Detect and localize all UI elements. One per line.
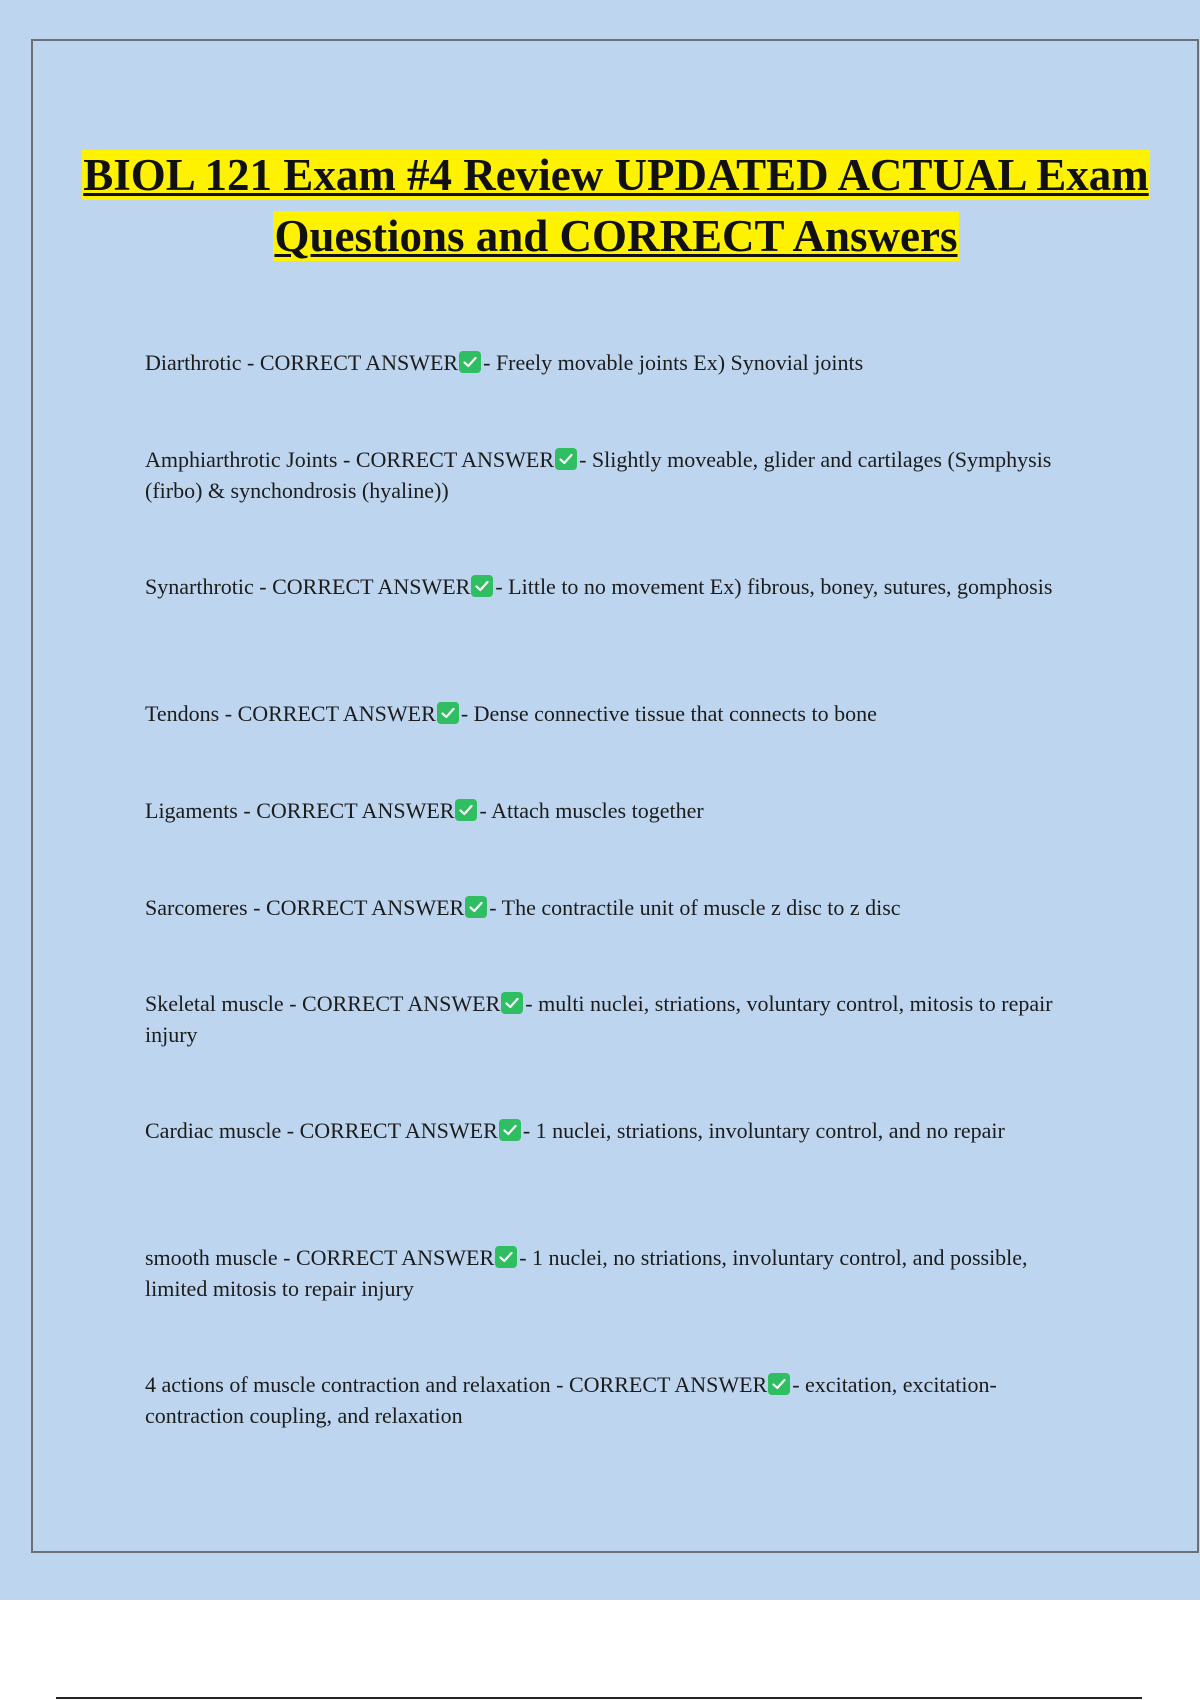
qa-definition: Little to no movement Ex) fibrous, boney, sutures, gomphosis bbox=[508, 574, 1053, 599]
footer-divider bbox=[56, 1697, 1142, 1699]
qa-item: Ligaments - CORRECT ANSWER - Attach muscles together bbox=[145, 798, 704, 823]
answer-tag: CORRECT ANSWER bbox=[265, 895, 465, 920]
qa-definition: Attach muscles together bbox=[491, 798, 704, 823]
check-mark-icon bbox=[501, 992, 523, 1014]
qa-term: smooth muscle bbox=[145, 1245, 278, 1270]
qa-term: Cardiac muscle bbox=[145, 1118, 282, 1143]
qa-definition: Dense connective tissue that connects to bone bbox=[473, 701, 877, 726]
answer-tag: CORRECT ANSWER bbox=[256, 798, 455, 823]
qa-term: Sarcomeres bbox=[145, 895, 248, 920]
qa-definition: excitation, excitation-contraction coupling, and relaxation bbox=[145, 1372, 997, 1428]
answer-tag: CORRECT ANSWER bbox=[299, 1118, 498, 1143]
check-mark-icon bbox=[455, 799, 477, 821]
answer-tag: CORRECT ANSWER bbox=[272, 574, 471, 599]
qa-definition: Freely movable joints Ex) Synovial joints bbox=[495, 350, 864, 375]
qa-term: Skeletal muscle bbox=[145, 991, 284, 1016]
answer-tag: CORRECT ANSWER bbox=[355, 447, 555, 472]
check-mark-icon bbox=[459, 351, 481, 373]
qa-item: Amphiarthrotic Joints - CORRECT ANSWER - Slightly moveable, glider and cartilages (Symphysis (firbo) & synchondrosis (hyaline)) bbox=[145, 447, 1052, 503]
check-mark-icon bbox=[437, 702, 459, 724]
qa-item: Skeletal muscle - CORRECT ANSWER - multi nuclei, striations, voluntary control, mitosis to repair injury bbox=[145, 991, 1053, 1047]
document-title-text: BIOL 121 Exam #4 Review UPDATED ACTUAL Exam Questions and CORRECT Answers bbox=[83, 150, 1149, 261]
qa-term: Amphiarthrotic Joints bbox=[145, 447, 338, 472]
qa-term: Tendons bbox=[145, 701, 220, 726]
qa-definition: The contractile unit of muscle z disc to z disc bbox=[501, 895, 901, 920]
qa-definition: multi nuclei, striations, voluntary control, mitosis to repair injury bbox=[145, 991, 1053, 1047]
check-mark-icon bbox=[465, 896, 487, 918]
qa-term: 4 actions of muscle contraction and relaxation bbox=[145, 1372, 551, 1397]
answer-tag: CORRECT ANSWER bbox=[237, 701, 436, 726]
answer-tag: CORRECT ANSWER bbox=[295, 1245, 495, 1270]
qa-term: Ligaments bbox=[145, 798, 238, 823]
document-title bbox=[60, 145, 1172, 267]
qa-term: Diarthrotic bbox=[145, 350, 242, 375]
qa-item: smooth muscle - CORRECT ANSWER - 1 nuclei, no striations, involuntary control, and possible, limited mitosis to repair injury bbox=[145, 1245, 1028, 1301]
qa-item: Cardiac muscle - CORRECT ANSWER - 1 nuclei, striations, involuntary control, and no repair bbox=[145, 1118, 1005, 1143]
check-mark-icon bbox=[555, 448, 577, 470]
qa-definition: 1 nuclei, striations, involuntary control, and no repair bbox=[535, 1118, 1005, 1143]
qa-item: Synarthrotic - CORRECT ANSWER - Little to no movement Ex) fibrous, boney, sutures, gomphosis bbox=[145, 574, 1053, 599]
qa-definition: 1 nuclei, no striations, involuntary control, and possible, limited mitosis to repair injury bbox=[145, 1245, 1028, 1301]
check-mark-icon bbox=[499, 1119, 521, 1141]
qa-item: Sarcomeres - CORRECT ANSWER - The contractile unit of muscle z disc to z disc bbox=[145, 895, 901, 920]
qa-term: Synarthrotic bbox=[145, 574, 254, 599]
answer-tag: CORRECT ANSWER bbox=[302, 991, 501, 1016]
answer-tag: CORRECT ANSWER bbox=[568, 1372, 768, 1397]
check-mark-icon bbox=[768, 1373, 790, 1395]
check-mark-icon bbox=[495, 1246, 517, 1268]
qa-item: Tendons - CORRECT ANSWER - Dense connective tissue that connects to bone bbox=[145, 701, 877, 726]
qa-definition: Slightly moveable, glider and cartilages (Symphysis (firbo) & synchondrosis (hyaline)) bbox=[145, 447, 1052, 503]
check-mark-icon bbox=[471, 575, 493, 597]
answer-tag: CORRECT ANSWER bbox=[259, 350, 459, 375]
qa-item: Diarthrotic - CORRECT ANSWER - Freely movable joints Ex) Synovial joints bbox=[145, 350, 864, 375]
qa-item: 4 actions of muscle contraction and relaxation - CORRECT ANSWER - excitation, excitation-contraction coupling, and relaxation bbox=[145, 1372, 997, 1428]
